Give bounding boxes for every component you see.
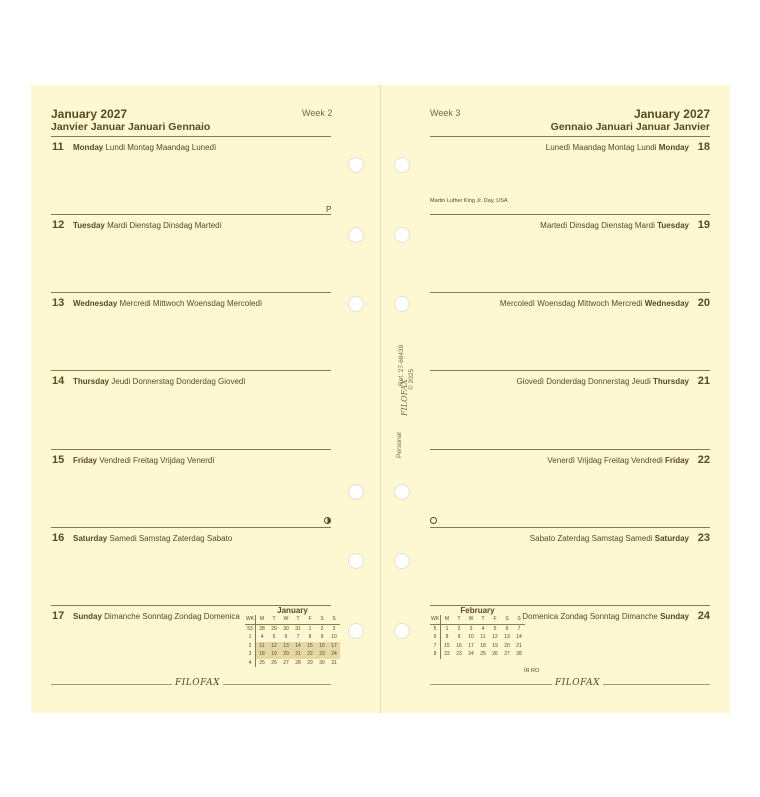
mini-calendar-day: 30 [283,625,289,632]
mini-calendar-day: 18 [480,642,486,649]
day-name-row[interactable] [73,456,215,465]
mini-calendar-week-number: 2 [245,642,256,651]
mini-calendar-day: 4 [260,634,264,641]
mini-calendar-week-number: 5 [430,624,441,633]
mini-calendar-day: 19 [268,650,280,659]
mini-calendar-header-cell: S [513,615,525,624]
day-name-row[interactable] [547,456,689,465]
day-name-english: Saturday [654,534,689,543]
day-name-row[interactable] [540,221,689,230]
mini-calendar-day: 21 [516,642,522,649]
mini-calendar-week-row [245,650,340,659]
mini-calendar-day: 4 [481,625,485,632]
right-week-label: Week 3 [430,108,461,118]
day-name-english: Sunday [73,612,102,621]
mini-calendar-day: 8 [308,634,312,641]
mini-calendar-header-cell: W [465,615,477,624]
spine-ref: Ref. 27-68439 [398,344,405,386]
mini-calendar-header-row [245,615,340,624]
day-name-translations: Domenica Zondag Sonntag Dimanche [522,612,658,621]
mini-calendar-day: 25 [259,659,265,666]
day-divider-rule [51,449,331,450]
binder-hole [348,484,364,500]
day-name-english: Friday [664,456,689,465]
binder-hole [394,157,410,173]
binder-hole [348,553,364,569]
mini-calendar-week-row [430,624,525,633]
mini-calendar-day: 10 [331,634,337,641]
mini-calendar-day: 29 [271,625,277,632]
mini-calendar-week-row [245,659,340,668]
day-divider-rule [430,527,710,528]
mini-calendar-header-cell: T [477,615,489,624]
mini-calendar-day: 24 [468,651,474,658]
mini-calendar-day: 5 [493,625,497,632]
spine-copyright: © 2025 [408,368,415,390]
binder-hole [348,227,364,243]
day-number: 21 [697,375,710,387]
mini-calendar-week-number: 6 [430,633,441,642]
day-divider-rule [430,292,710,293]
mini-calendar-week-row [430,633,525,642]
day-number: 13 [52,297,65,309]
mini-calendar-week-row [245,642,340,651]
day-name-row[interactable] [73,612,240,621]
day-number: 18 [697,141,710,153]
day-name-translations: Mardi Dienstag Dinsdag Martedì [107,221,222,230]
mini-calendar-header-cell: F [304,615,316,624]
filofax-logo: FILOFAX [552,678,603,688]
mini-calendar-day: 17 [328,642,340,651]
mini-calendar-day: 19 [492,642,498,649]
left-month-title: January 2027 [51,107,128,121]
day-number: 17 [52,610,65,622]
binder-hole [394,553,410,569]
mini-calendar-day: 31 [331,659,337,666]
day-name-english: Saturday [73,534,108,543]
day-name-english: Wednesday [73,299,118,308]
mini-calendar-week-number: 1 [245,633,256,642]
mini-calendar-day: 8 [445,634,449,641]
mini-calendar-day: 7 [517,625,521,632]
day-name-english: Monday [73,143,104,152]
mini-calendar-week-row [430,650,525,659]
holiday-note: Martin Luther King Jr. Day, USA [430,198,508,204]
mini-calendar-grid [430,615,525,659]
day-number: 16 [52,532,65,544]
mini-calendar-day: 14 [516,634,522,641]
day-name-translations: Mercredi Mittwoch Woensdag Mercoledì [119,299,263,308]
mini-calendar-week-row [245,633,340,642]
right-month-title: January 2027 [633,107,710,121]
spine-size-label: Personal [396,432,403,458]
day-name-english: Tuesday [657,221,689,230]
day-divider-rule [51,370,331,371]
day-divider-rule [51,527,331,528]
day-name-english: Wednesday [644,299,689,308]
mini-calendar-day: 11 [480,634,486,641]
day-name-row[interactable] [530,534,689,543]
mini-calendar-day: 21 [292,650,304,659]
day-divider-rule [51,292,331,293]
mini-calendar-day: 28 [295,659,301,666]
day-name-english: Thursday [73,377,110,386]
mini-calendar-day: 11 [256,642,269,651]
mini-calendar-week-number: 3 [245,650,256,659]
binder-hole [348,296,364,312]
mini-calendar-day: 2 [320,625,324,632]
mini-calendar-day: 27 [283,659,289,666]
mini-calendar-day: 5 [272,634,276,641]
day-name-translations: Sabato Zaterdag Samstag Samedi [529,534,653,543]
binder-hole [394,623,410,639]
day-name-row[interactable] [546,143,689,152]
mini-calendar-header-cell: WK [245,616,255,623]
mini-calendar-header-cell: S [316,615,328,624]
mini-calendar-day: 3 [332,625,336,632]
mini-calendar-header-cell: S [328,615,340,624]
mini-calendar-week-number: 7 [430,642,441,651]
mini-calendar-day: 22 [304,650,316,659]
mini-calendar-day: 2 [457,625,461,632]
mini-calendar-day: 10 [468,634,474,641]
binder-hole [394,484,410,500]
day-name-row[interactable] [73,534,232,543]
mini-calendar-day: 1 [308,625,312,632]
day-name-translations: Venerdì Vrijdag Freitag Vendredi [547,456,663,465]
mini-calendar-day: 20 [504,642,510,649]
mini-calendar-day: 15 [444,642,450,649]
mini-calendar-day: 16 [456,642,462,649]
mini-calendar-header-cell: S [501,615,513,624]
mini-calendar-week-number: 53 [245,624,256,633]
day-name-row[interactable] [500,299,689,308]
mini-calendar-february [430,606,525,659]
mini-calendar-day: 9 [457,634,461,641]
day-divider-rule [430,449,710,450]
mini-calendar-header-cell: T [292,615,304,624]
right-month-subtitle: Gennaio Januari Januar Janvier [550,121,710,133]
day-name-row[interactable] [73,221,222,230]
day-name-english: Tuesday [73,221,105,230]
mini-calendar-week-row [430,642,525,651]
mini-calendar-day: 13 [280,642,292,651]
left-week-label: Week 2 [302,108,333,118]
day-number: 14 [52,375,65,387]
mini-calendar-day: 6 [505,625,509,632]
day-name-translations: Samedi Samstag Zaterdag Sabato [109,534,233,543]
day-number: 20 [697,297,710,309]
mini-calendar-week-number: 8 [430,650,441,659]
day-divider-rule [430,370,710,371]
mini-calendar-title: January [277,606,308,615]
mini-calendar-header-cell: W [280,615,292,624]
mini-calendar-day: 12 [492,634,498,641]
day-number: 12 [52,219,65,231]
mini-calendar-day: 29 [307,659,313,666]
mini-calendar-header-cell: M [441,615,454,624]
mini-calendar-day: 14 [292,642,304,651]
mini-calendar-header-cell: WK [430,616,440,623]
page-divider [380,85,381,713]
day-divider-rule [430,136,710,137]
day-name-english: Thursday [652,377,689,386]
mini-calendar-day: 12 [268,642,280,651]
mini-calendar-day: 22 [444,651,450,658]
day-divider-rule [51,214,331,215]
binder-hole [348,157,364,173]
day-name-row[interactable] [522,612,689,621]
moon-phase-icon [324,517,331,524]
mini-calendar-day: 16 [316,642,328,651]
mini-calendar-week-row [245,624,340,633]
mini-calendar-day: 13 [504,634,510,641]
mini-calendar-day: 9 [320,634,324,641]
mini-calendar-day: 20 [280,650,292,659]
day-divider-rule [430,214,710,215]
mini-calendar-grid [245,615,340,667]
day-name-row[interactable] [516,377,689,386]
priority-marker: P [326,205,332,214]
mini-calendar-day: 26 [492,651,498,658]
mini-calendar-day: 23 [316,650,328,659]
mini-calendar-header-cell: T [268,615,280,624]
mini-calendar-day: 26 [271,659,277,666]
mini-calendar-header-cell: F [489,615,501,624]
day-name-translations: Vendredi Freitag Vrijdag Venerdì [99,456,215,465]
mini-calendar-title: February [460,606,495,615]
mini-calendar-header-cell: T [453,615,465,624]
day-number: 19 [697,219,710,231]
mini-calendar-day: 3 [469,625,473,632]
day-name-english: Sunday [660,612,689,621]
mini-calendar-header-row [430,615,525,624]
day-number: 23 [697,532,710,544]
left-month-subtitle: Janvier Januar Januari Gennaio [51,121,211,133]
day-number: 24 [697,610,710,622]
day-name-translations: Dimanche Sonntag Zondag Domenica [104,612,240,621]
filofax-logo: FILOFAX [172,678,223,688]
mini-calendar-day: 17 [468,642,474,649]
mini-calendar-header-cell: M [256,615,269,624]
day-name-row[interactable] [73,377,246,386]
footer-initials: IR RO [524,668,540,674]
day-name-translations: Lundi Montag Maandag Lunedì [105,143,217,152]
mini-calendar-day: 18 [256,650,269,659]
mini-calendar-week-number: 4 [245,659,256,668]
mini-calendar-day: 27 [504,651,510,658]
binder-hole [394,227,410,243]
mini-calendar-day: 31 [295,625,301,632]
mini-calendar-day: 15 [304,642,316,651]
day-name-translations: Mercoledì Woensdag Mittwoch Mercredi [499,299,643,308]
mini-calendar-day: 30 [319,659,325,666]
day-number: 11 [52,141,64,153]
new-moon-icon [430,517,437,524]
binder-hole [394,296,410,312]
mini-calendar-day: 23 [456,651,462,658]
mini-calendar-day: 25 [480,651,486,658]
mini-calendar-day: 24 [328,650,340,659]
mini-calendar-day: 28 [516,651,522,658]
day-divider-rule [51,136,331,137]
mini-calendar-day: 7 [296,634,300,641]
day-number: 22 [697,454,710,466]
day-name-translations: Martedì Dinsdag Dienstag Mardi [540,221,655,230]
spine-brand: FILOFAX [400,379,409,416]
day-name-row[interactable] [73,299,262,308]
day-name-translations: Jeudi Donnerstag Donderdag Giovedì [111,377,246,386]
mini-calendar-january [245,606,340,667]
spine-imprint [396,344,416,458]
day-name-english: Friday [73,456,98,465]
mini-calendar-day: 6 [284,634,288,641]
day-number: 15 [52,454,65,466]
day-name-english: Monday [658,143,689,152]
binder-hole [348,623,364,639]
day-name-row[interactable] [73,143,216,152]
mini-calendar-day: 28 [259,625,265,632]
day-name-translations: Giovedì Donderdag Donnerstag Jeudi [516,377,651,386]
day-name-translations: Lunedì Maandag Montag Lundi [545,143,657,152]
mini-calendar-day: 1 [445,625,449,632]
